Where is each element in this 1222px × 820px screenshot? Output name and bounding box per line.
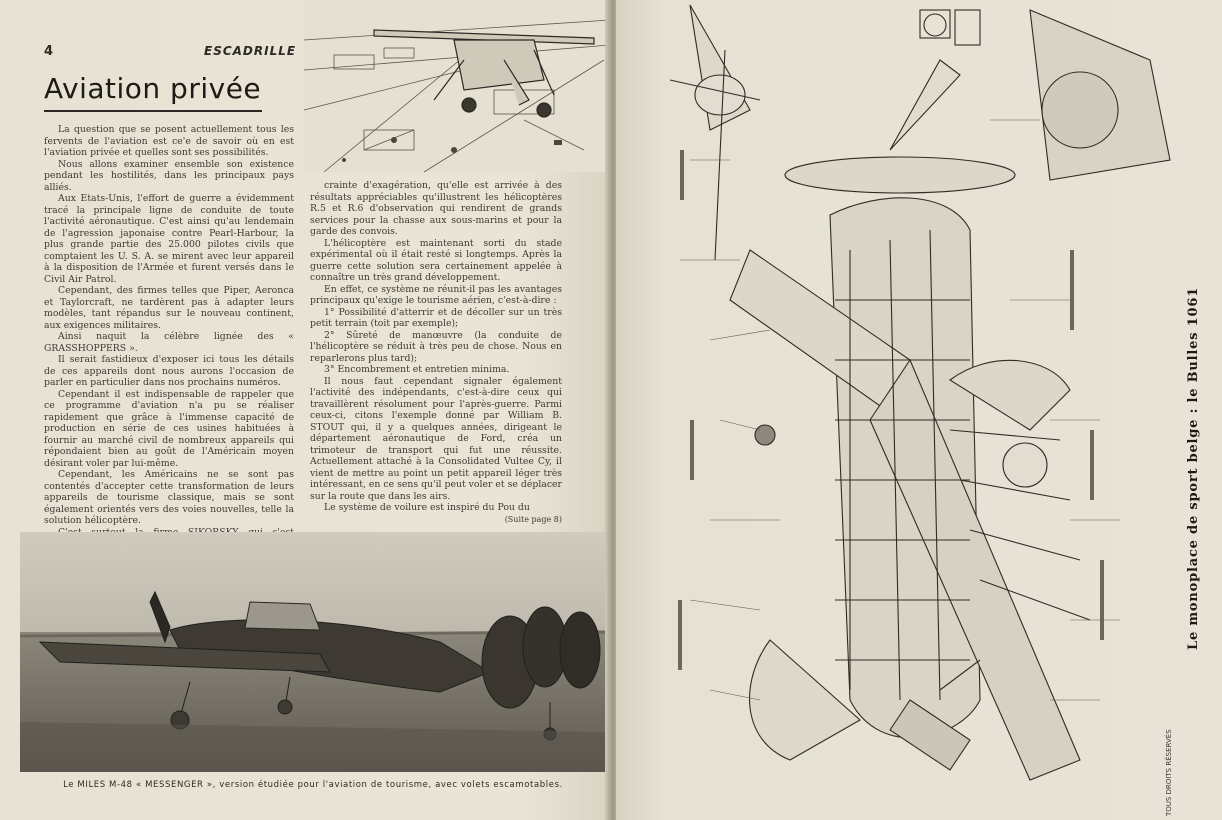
continued-note: (Suite page 8) bbox=[504, 514, 562, 524]
paragraph: L'hélicoptère est maintenant sorti du stade expérimental où il était resté si longtemps. Après la guerre cette solution sera certainement appelée à connaître un très grand développement. bbox=[310, 237, 562, 283]
paragraph: Cependant, les Américains ne se sont pas contentés d'accepter cette transformation de leurs appareils de tourisme classique, mais se sont également orientés vers des voies nouvelles, telle la solution hélicoptère. bbox=[44, 469, 294, 526]
rights-notice: TOUS DROITS RÉSERVÉS bbox=[1165, 729, 1173, 816]
paragraph: La question que se posent actuellement tous les fervents de l'aviation est ce'e de savoir où en est l'aviation privée et quelles sont ses possibilités. bbox=[44, 124, 294, 158]
aircraft-cutaway-drawing bbox=[650, 0, 1180, 820]
paragraph: Nous allons examiner ensemble son existence pendant les hostilités, dans les principaux pays alliés. bbox=[44, 158, 294, 193]
paragraph: Il nous faut cependant signaler également l'activité des indépendants, c'est-à-dire ceux qui travaillèrent résolument pour l'après-guerre. Parmi ceux-ci, citons l'exemple donné par William B. STOUT qui, il y a quelques années, dirigeant le département aéronautique de Ford, créa un trimoteur de transport qui fut une réussite. Actuellement attaché à la Consolidated Vultee Cy, il vient de mettre au point un petit appareil léger très intéressant, en ce sens qu'il peut voler et se déplacer sur la route que dans les airs. bbox=[310, 375, 562, 502]
paragraph: Il serait fastidieux d'exposer ici tous les détails de ces appareils dont nous aurons l'occasion de parler en particulier dans nos prochains numéros. bbox=[44, 354, 294, 388]
page-number: 4 bbox=[44, 44, 54, 59]
paragraph: 1° Possibilité d'atterrir et de décoller sur un très petit terrain (toit par exemple); bbox=[310, 306, 562, 329]
paragraph: 2° Sûreté de manœuvre (la conduite de l'hélicoptère se réduit à très peu de chose. Nous en reparlerons plus tard); bbox=[310, 329, 562, 364]
paragraph: En effet, ce système ne réunit-il pas les avantages principaux qu'exige le tourisme aérien, c'est-à-dire : bbox=[310, 283, 562, 306]
title-underline bbox=[44, 110, 262, 112]
paragraph: Cependant, des firmes telles que Piper, Aeronca et Taylorcraft, ne tardèrent pas à adapter leurs modèles, tant répandus sur le nouveau continent, aux exigences militaires. bbox=[44, 285, 294, 331]
paragraph: 3° Encombrement et entretien minima. bbox=[324, 364, 510, 375]
article-column-2 bbox=[310, 180, 562, 524]
article-title: Aviation privée bbox=[44, 72, 262, 105]
photo-caption: Le MILES M-48 « MESSENGER », version étudiée pour l'aviation de tourisme, avec volets escamotables. bbox=[63, 780, 563, 790]
paragraph: Cependant il est indispensable de rappeler que ce programme d'aviation n'a pu se réaliser rapidement que grâce à l'immense capacité de production en série de ces usines habituées à fournir au marché civil de nombreux appareils qui répondaient bien au goût de l'Américain moyen désirant voler par lui-même. bbox=[44, 388, 294, 469]
paragraph: Le système de voilure est inspiré du Pou du bbox=[324, 502, 530, 513]
cutaway-title: Le monoplace de sport belge : le Bulles 1061 bbox=[1186, 286, 1201, 650]
aircraft-photo bbox=[20, 532, 606, 772]
article-column-1 bbox=[44, 124, 294, 524]
paragraph: Ainsi naquit la célèbre lignée des « GRASSHOPPERS ». bbox=[44, 331, 294, 354]
paragraph: crainte d'exagération, qu'elle est arrivée à des résultats appréciables qu'illustrent les hélicoptères R.5 et R.6 d'observation qui rendirent de grands services pour la chasse aux sous-marins et pour la garde des convois. bbox=[310, 180, 562, 237]
paragraph: Aux Etats-Unis, l'effort de guerre a évidemment tracé la principale ligne de conduite de toute l'activité aéronautique. C'est ainsi qu'au lendemain de l'agression japonaise contre Pearl-Harbour, la plus grande partie des 25.000 pilotes civils que comptaient les U. S. A. se mirent avec leur appareil à la disposition de l'Armée et furent versés dans le Civil Air Patrol. bbox=[44, 193, 294, 285]
airfield-illustration bbox=[304, 0, 610, 172]
running-head: ESCADRILLE bbox=[204, 44, 297, 58]
